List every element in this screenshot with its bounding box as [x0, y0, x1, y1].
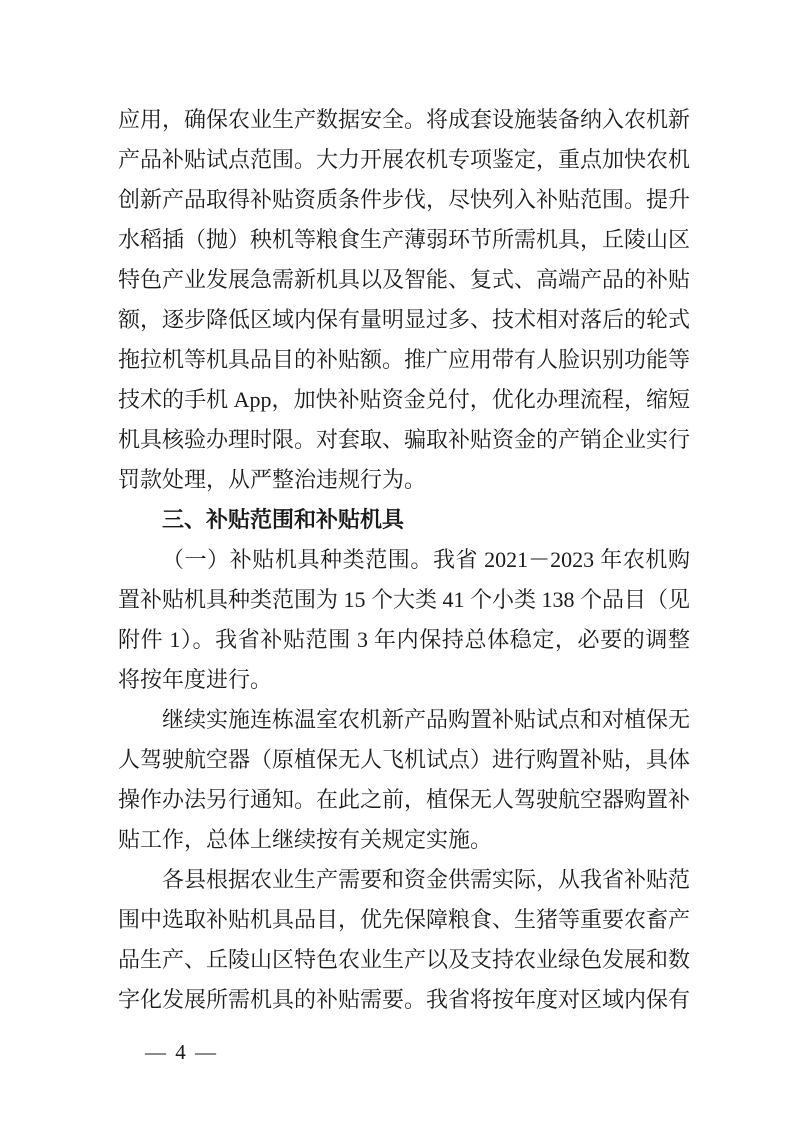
paragraph-greenhouse-drone-pilot: 继续实施连栋温室农机新产品购置补贴试点和对植保无人驾驶航空器（原植保无人飞机试点）进行购置补贴，具体操作办法另行通知。在此之前，植保无人驾驶航空器购置补贴工作，总体上继续按有关规定实施。 — [118, 707, 691, 852]
paragraph-continued-from-previous-page: 应用，确保农业生产数据安全。将成套设施装备纳入农机新产品补贴试点范围。大力开展农机专项鉴定，重点加快农机创新产品取得补贴资质条件步伐，尽快列入补贴范围。提升水稻插（抛）秧机等粮食生产薄弱环节所需机具，丘陵山区特色产业发展急需新机具以及智能、复式、高端产品的补贴额，逐步降低区域内保有量明显过多、技术相对落后的轮式拖拉机等机具品目的补贴额。推广应用带有人脸识别功能等技术的手机 App，加快补贴资金兑付，优化办理流程，缩短机具核验办理时限。对套取、骗取补贴资金的产销企业实行罚款处理，从严整治违规行为。 — [118, 107, 691, 492]
paragraph-county-selection: 各县根据农业生产需要和资金供需实际，从我省补贴范围中选取补贴机具品目，优先保障粮食、生猪等重要农畜产品生产、丘陵山区特色农业生产以及支持农业绿色发展和数字化发展所需机具的补贴需要。我省将按年度对区域内保有 — [118, 867, 691, 1012]
section-heading: 三、补贴范围和补贴机具 — [162, 507, 405, 532]
document-body — [118, 100, 690, 1020]
paragraph-subsidy-scope: （一）补贴机具种类范围。我省 2021－2023 年农机购置补贴机具种类范围为 15 个大类 41 个小类 138 个品目（见附件 1）。我省补贴范围 3 年内保持总体稳定，必要的调整将按年度进行。 — [118, 547, 691, 692]
page-number: — 4 — — [145, 1040, 218, 1064]
